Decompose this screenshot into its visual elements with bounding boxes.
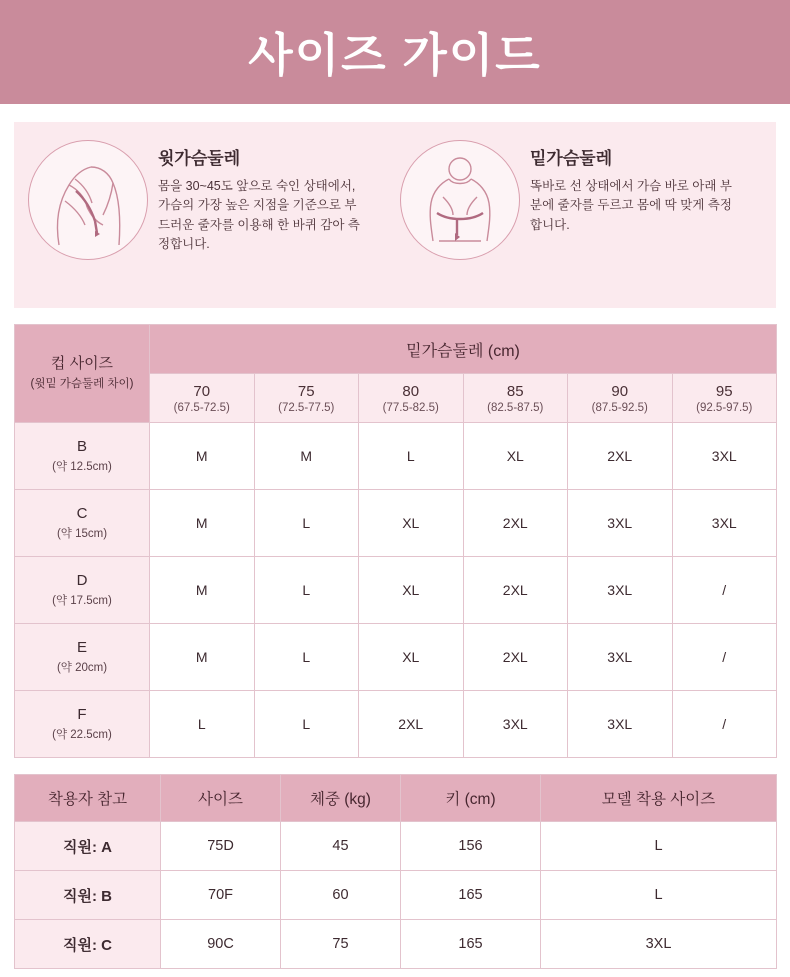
cup-size-header-label: 컵 사이즈: [50, 355, 114, 373]
column-header-80-range: (77.5-82.5): [382, 401, 439, 414]
info-title-underbust: 밑가슴둘레: [530, 149, 613, 168]
page-banner: [0, 0, 790, 104]
table-row: [15, 920, 777, 969]
size-chart-table: [14, 324, 777, 758]
ref-row-a-weight: 45: [281, 822, 401, 871]
table-row: [15, 871, 777, 920]
cell-c-85: 2XL: [463, 490, 568, 557]
info-desc-bust: 몸을 30~45도 앞으로 숙인 상태에서, 가슴의 가장 높은 지점을 기준으로 부드러운 줄자를 이용해 한 바퀴 감아 측정합니다.: [158, 179, 360, 252]
cell-f-95: /: [672, 691, 777, 758]
row-label-f-cup: F: [77, 706, 87, 724]
ref-row-c-weight: 75: [281, 920, 401, 969]
column-header-95-label: 95: [715, 382, 733, 400]
cell-e-70: M: [150, 624, 255, 691]
cell-b-70: M: [150, 423, 255, 490]
table-row-header-group: [15, 325, 777, 374]
column-header-85-range: (82.5-87.5): [487, 401, 544, 414]
table-row-header: [15, 775, 777, 822]
cell-d-75: L: [254, 557, 359, 624]
ref-header-weight: 체중 (kg): [281, 775, 401, 822]
cell-b-85: XL: [463, 423, 568, 490]
cup-size-header-sub: (윗밑 가슴둘레 차이): [30, 378, 134, 391]
column-header-75: [254, 374, 359, 423]
table-row: [15, 822, 777, 871]
row-label-c-cup: C: [76, 505, 88, 523]
cell-d-80: XL: [359, 557, 464, 624]
cell-e-85: 2XL: [463, 624, 568, 691]
ref-row-c-worn: 3XL: [541, 920, 777, 969]
bust-measure-illustration: [28, 140, 148, 260]
ref-row-b-worn: L: [541, 871, 777, 920]
cell-f-70: L: [150, 691, 255, 758]
cell-e-95: /: [672, 624, 777, 691]
info-text-bust: [158, 140, 363, 255]
ref-row-a-who: 직원: A: [15, 822, 161, 871]
cell-f-80: 2XL: [359, 691, 464, 758]
ref-row-a-size: 75D: [161, 822, 281, 871]
column-header-75-label: 75: [297, 382, 315, 400]
column-header-85: [463, 374, 568, 423]
cell-c-75: L: [254, 490, 359, 557]
cell-e-75: L: [254, 624, 359, 691]
cell-d-90: 3XL: [568, 557, 673, 624]
row-label-d-cup: D: [76, 572, 88, 590]
row-label-c: [15, 490, 150, 557]
table-row: [15, 423, 777, 490]
cup-size-header: [15, 325, 150, 423]
ref-row-b-height: 165: [401, 871, 541, 920]
ref-row-c-size: 90C: [161, 920, 281, 969]
column-header-70-range: (67.5-72.5): [173, 401, 230, 414]
info-block-underbust: [400, 140, 762, 290]
cell-b-75: M: [254, 423, 359, 490]
table-row: [15, 557, 777, 624]
cell-e-90: 3XL: [568, 624, 673, 691]
ref-row-a-height: 156: [401, 822, 541, 871]
table-row: [15, 490, 777, 557]
info-block-bust: [28, 140, 390, 290]
ref-row-b-size: 70F: [161, 871, 281, 920]
column-header-90-range: (87.5-92.5): [591, 401, 648, 414]
column-header-70: [150, 374, 255, 423]
row-label-c-sub: (약 15cm): [56, 528, 108, 541]
cell-f-75: L: [254, 691, 359, 758]
ref-header-size: 사이즈: [161, 775, 281, 822]
row-label-d: [15, 557, 150, 624]
row-label-e-cup: E: [76, 639, 87, 657]
cell-c-70: M: [150, 490, 255, 557]
column-header-85-label: 85: [506, 382, 524, 400]
ref-row-c-height: 165: [401, 920, 541, 969]
row-label-e: [15, 624, 150, 691]
cell-d-95: /: [672, 557, 777, 624]
cell-f-90: 3XL: [568, 691, 673, 758]
measurement-info-panel: [14, 122, 776, 308]
column-header-75-range: (72.5-77.5): [278, 401, 335, 414]
column-header-90-label: 90: [611, 382, 629, 400]
page-title: 사이즈 가이드: [248, 29, 542, 81]
ref-header-who: 착용자 참고: [15, 775, 161, 822]
column-header-95: [672, 374, 777, 423]
ref-header-worn: 모델 착용 사이즈: [541, 775, 777, 822]
table-row: [15, 624, 777, 691]
ref-row-c-who: 직원: C: [15, 920, 161, 969]
row-label-f-sub: (약 22.5cm): [52, 729, 112, 742]
underbust-group-header: 밑가슴둘레 (cm): [150, 325, 777, 374]
model-reference-table: [14, 774, 777, 969]
row-label-f: [15, 691, 150, 758]
cell-b-80: L: [359, 423, 464, 490]
cell-f-85: 3XL: [463, 691, 568, 758]
ref-row-b-who: 직원: B: [15, 871, 161, 920]
ref-row-a-worn: L: [541, 822, 777, 871]
cell-b-90: 2XL: [568, 423, 673, 490]
table-row: [15, 691, 777, 758]
cell-d-70: M: [150, 557, 255, 624]
column-header-80: [359, 374, 464, 423]
column-header-90: [568, 374, 673, 423]
row-label-b-sub: (약 12.5cm): [52, 461, 112, 474]
underbust-measure-illustration: [400, 140, 520, 260]
cell-c-95: 3XL: [672, 490, 777, 557]
column-header-95-range: (92.5-97.5): [696, 401, 753, 414]
info-desc-underbust: 똑바로 선 상태에서 가슴 바로 아래 부분에 줄자를 두르고 몸에 딱 맞게 측정합니다.: [530, 179, 732, 232]
ref-header-height: 키 (cm): [401, 775, 541, 822]
row-label-b: [15, 423, 150, 490]
info-title-bust: 윗가슴둘레: [158, 149, 241, 168]
row-label-d-sub: (약 17.5cm): [52, 595, 112, 608]
info-text-underbust: [530, 140, 735, 235]
cell-b-95: 3XL: [672, 423, 777, 490]
ref-row-b-weight: 60: [281, 871, 401, 920]
row-label-b-cup: B: [76, 438, 87, 456]
column-header-70-label: 70: [193, 382, 211, 400]
row-label-e-sub: (약 20cm): [56, 662, 108, 675]
cell-e-80: XL: [359, 624, 464, 691]
cell-c-80: XL: [359, 490, 464, 557]
cell-c-90: 3XL: [568, 490, 673, 557]
cell-d-85: 2XL: [463, 557, 568, 624]
column-header-80-label: 80: [402, 382, 420, 400]
